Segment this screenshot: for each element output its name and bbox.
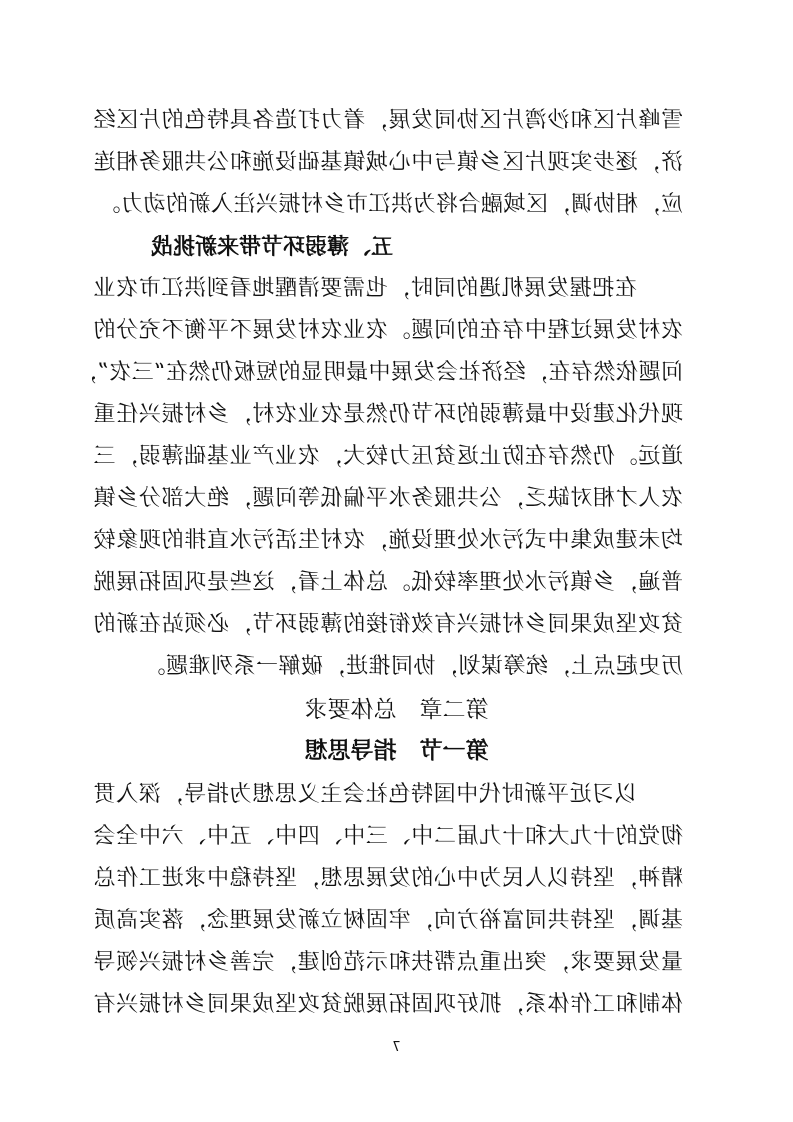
paragraph-3-line-5: 量发展要求，突出重点帮扶和示范创建，完善乡村振兴领导: [93, 950, 683, 975]
paragraph-3-line-6: 体制和工作体系，抓好巩固拓展脱贫攻坚成果同乡村振兴有: [93, 992, 683, 1017]
page-number: 7: [392, 1040, 401, 1055]
paragraph-2-line-7: 均未建成集中式污水处理设施，农村生活污水直排的现象较: [93, 528, 683, 553]
paragraph-2-line-3: 问题依然存在，经济社会发展中最明显的短板仍然在“三农”，: [74, 360, 683, 385]
section-heading-challenges: 五、薄弱环节带来新挑战: [150, 234, 393, 260]
paragraph-2-line-4: 现代化建设中最薄弱的环节仍然是农业农村，乡村振兴任重: [93, 402, 683, 427]
paragraph-3-line-2: 彻党的十九大和十九届二中、三中、四中、五中、六中全会: [93, 824, 683, 849]
paragraph-2-line-10: 历史起点上，统筹谋划，协同推进，破解一系列难题。: [142, 654, 683, 679]
paragraph-2-line-2: 农村发展过程中存在的问题。农业农村发展不平衡不充分的: [93, 318, 683, 343]
paragraph-2-line-1: 在把握发展机遇的同时，也需要清醒地看到洪江市农业: [93, 276, 637, 301]
paragraph-1-line-3: 应，相协调，区域融合将为洪江市乡村振兴注入新的动力。: [97, 192, 683, 217]
paragraph-2-line-6: 农人才相对缺乏，公共服务水平偏低等问题，绝大部分乡镇: [93, 486, 683, 511]
paragraph-1-line-1: 雪峰片区和沙湾片区协同发展，着力打造各具特色的片区经: [93, 108, 683, 133]
paragraph-2-line-9: 贫攻坚成果同乡村振兴有效衔接的薄弱环节，必须站在新的: [93, 612, 683, 637]
paragraph-3-line-4: 基调，坚持共同富裕方向，牢固树立新发展理念，落实高质: [93, 908, 683, 933]
paragraph-3-line-3: 精神，坚持以人民为中心的发展思想，坚持稳中求进工作总: [93, 866, 683, 891]
chapter-heading: 第二章 总体要求: [304, 697, 489, 723]
paragraph-2-line-8: 普遍，乡镇污水处理率较低。总体上看，这些是巩固拓展脱: [93, 570, 683, 595]
section-heading-guiding-thought: 第一节 指导思想: [304, 737, 489, 764]
paragraph-3-line-1: 以习近平新时代中国特色社会主义思想为指导，深入贯: [93, 782, 637, 807]
paragraph-2-line-5: 道远。仍然存在防止返贫压力较大，农业产业基础薄弱，三: [93, 444, 683, 469]
paragraph-1-line-2: 济，逐步实现片区乡镇与中心城镇基础设施和公共服务相连: [93, 150, 683, 175]
